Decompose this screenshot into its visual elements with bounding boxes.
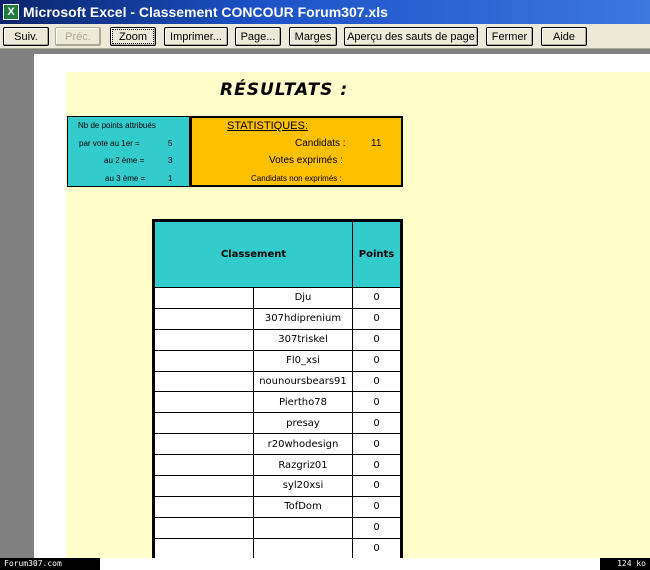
- rank-cell: [155, 538, 254, 559]
- rank-cell: [155, 413, 254, 434]
- table-row: [155, 329, 401, 350]
- rank-cell: [155, 476, 254, 497]
- results-title: RÉSULTATS :: [220, 80, 349, 100]
- candidate-points: 0: [353, 288, 401, 309]
- points-first-value: 5: [168, 139, 173, 148]
- table-row: [155, 413, 401, 434]
- rank-cell: [155, 329, 254, 350]
- table-row: [155, 496, 401, 517]
- help-button[interactable]: Aide: [541, 27, 587, 46]
- points-second-label: au 2 ème =: [104, 156, 145, 165]
- rank-cell: [155, 371, 254, 392]
- candidates-value: 11: [371, 138, 382, 149]
- points-header: Points: [353, 222, 401, 288]
- candidate-name: Razgriz01: [254, 455, 353, 476]
- candidate-name: Dju: [254, 288, 353, 309]
- candidate-name: Fl0_xsi: [254, 350, 353, 371]
- table-row: [155, 434, 401, 455]
- candidate-points: 0: [353, 538, 401, 559]
- rank-cell: [155, 517, 254, 538]
- close-button[interactable]: Fermer: [486, 27, 533, 46]
- candidate-name: Piertho78: [254, 392, 353, 413]
- rank-cell: [155, 308, 254, 329]
- watermark-left: Forum307.com: [0, 558, 100, 570]
- points-first-label: par vote au 1er =: [79, 139, 140, 148]
- table-row: [155, 455, 401, 476]
- candidate-points: 0: [353, 517, 401, 538]
- votes-expressed-label: Votes exprimés :: [269, 155, 343, 166]
- page-break-preview-button[interactable]: Aperçu des sauts de page: [344, 27, 478, 46]
- candidate-points: 0: [353, 476, 401, 497]
- candidates-label: Candidats :: [295, 138, 346, 149]
- candidate-points: 0: [353, 350, 401, 371]
- points-third-value: 1: [168, 174, 173, 183]
- table-row: [155, 517, 401, 538]
- excel-icon: X: [3, 4, 19, 20]
- zoom-button[interactable]: Zoom: [110, 27, 156, 46]
- points-header: Nb de points attribués: [78, 121, 156, 130]
- rank-cell: [155, 288, 254, 309]
- statistics-box: [190, 116, 403, 187]
- table-row: [155, 538, 401, 559]
- points-third-label: au 3 ème =: [105, 174, 146, 183]
- candidate-name: r20whodesign: [254, 434, 353, 455]
- candidate-points: 0: [353, 329, 401, 350]
- candidate-points: 0: [353, 496, 401, 517]
- candidate-name: presay: [254, 413, 353, 434]
- classement-header: Classement: [155, 222, 353, 288]
- candidate-points: 0: [353, 434, 401, 455]
- non-expressed-label: Candidats non exprimés :: [251, 174, 342, 183]
- statistics-header: STATISTIQUES:: [227, 120, 308, 132]
- rank-cell: [155, 455, 254, 476]
- previous-button[interactable]: Préc.: [55, 27, 101, 46]
- window-title: Microsoft Excel - Classement CONCOUR Forum307.xls: [23, 4, 388, 20]
- rank-cell: [155, 496, 254, 517]
- table-row: [155, 308, 401, 329]
- table-row: [155, 371, 401, 392]
- ranking-table: [152, 219, 403, 562]
- candidate-points: 0: [353, 455, 401, 476]
- candidate-name: TofDom: [254, 496, 353, 517]
- points-allocation-box: [67, 116, 190, 187]
- file-size: 124 ko: [600, 558, 650, 570]
- points-second-value: 3: [168, 156, 173, 165]
- table-row: [155, 288, 401, 309]
- candidate-points: 0: [353, 392, 401, 413]
- candidate-name: 307hdiprenium: [254, 308, 353, 329]
- rank-cell: [155, 434, 254, 455]
- candidate-name: [254, 538, 353, 559]
- candidate-name: 307triskel: [254, 329, 353, 350]
- print-button[interactable]: Imprimer...: [164, 27, 228, 46]
- table-row: [155, 392, 401, 413]
- candidate-name: syl20xsi: [254, 476, 353, 497]
- page-setup-button[interactable]: Page...: [235, 27, 281, 46]
- rank-cell: [155, 392, 254, 413]
- table-row: [155, 476, 401, 497]
- next-button[interactable]: Suiv.: [3, 27, 49, 46]
- candidate-points: 0: [353, 308, 401, 329]
- candidate-name: nounoursbears91: [254, 371, 353, 392]
- candidate-name: [254, 517, 353, 538]
- rank-cell: [155, 350, 254, 371]
- title-bar: [0, 0, 650, 24]
- candidate-points: 0: [353, 413, 401, 434]
- table-row: [155, 350, 401, 371]
- ranking-header-row: [155, 222, 401, 288]
- margins-button[interactable]: Marges: [289, 27, 337, 46]
- status-bar: [0, 558, 650, 570]
- preview-toolbar: [0, 24, 650, 49]
- candidate-points: 0: [353, 371, 401, 392]
